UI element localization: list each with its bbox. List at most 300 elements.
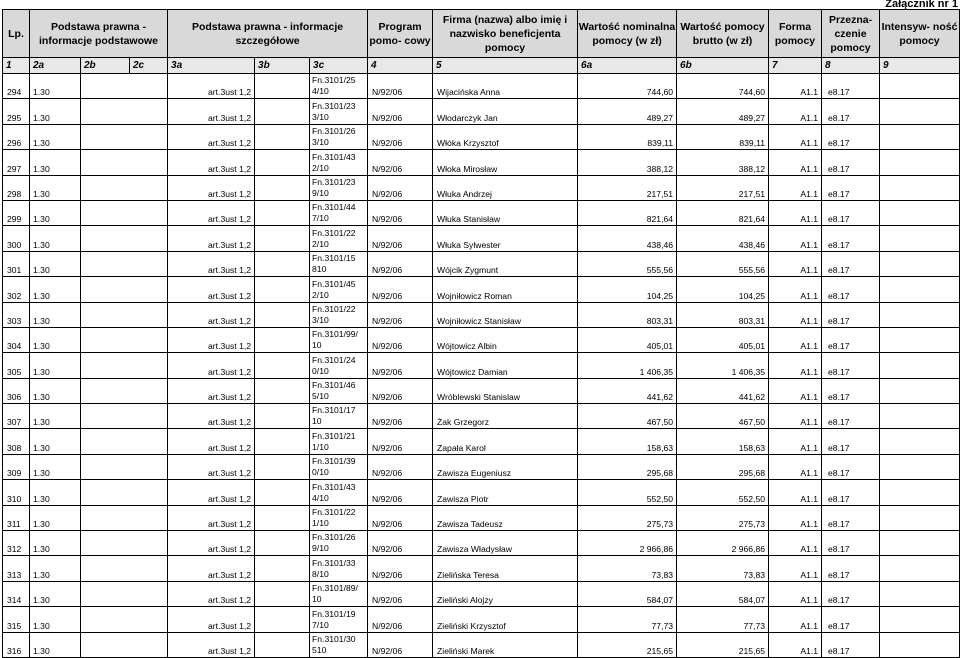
row-beneficiary: Wojniłowicz Roman xyxy=(433,277,578,302)
row-basic-c xyxy=(130,74,168,99)
row-detailed-a: art.3ust 1,2 xyxy=(168,480,255,505)
header-row xyxy=(3,10,960,58)
row-detailed-b xyxy=(255,327,310,352)
column-number: 6a xyxy=(578,58,677,74)
row-program: N/92/06 xyxy=(368,175,433,200)
row-gross-value: 73,83 xyxy=(677,556,769,581)
row-intensity xyxy=(880,175,960,200)
column-number: 1 xyxy=(3,58,30,74)
row-basic-a: 1.30 xyxy=(30,480,81,505)
row-basic-a: 1.30 xyxy=(30,226,81,251)
row-detailed-c: Fn.3101/45 2/10 xyxy=(310,277,368,302)
header-nominal-value: Wartość nominalna pomocy (w zł) xyxy=(578,10,677,58)
row-program: N/92/06 xyxy=(368,277,433,302)
header-intensity: Intensyw- ność pomocy xyxy=(880,10,960,58)
row-gross-value: 744,60 xyxy=(677,74,769,99)
row-intensity xyxy=(880,124,960,149)
row-detailed-a: art.3ust 1,2 xyxy=(168,353,255,378)
row-gross-value: 104,25 xyxy=(677,277,769,302)
row-form: A1.1 xyxy=(769,404,822,429)
row-basic-b xyxy=(81,480,130,505)
row-detailed-c: Fn.3101/43 4/10 xyxy=(310,480,368,505)
row-detailed-b xyxy=(255,99,310,124)
row-program: N/92/06 xyxy=(368,581,433,606)
row-nominal-value: 215,65 xyxy=(578,632,677,657)
row-detailed-b xyxy=(255,175,310,200)
row-detailed-c: Fn.3101/44 7/10 xyxy=(310,200,368,225)
table-row xyxy=(3,429,960,454)
row-basic-a: 1.30 xyxy=(30,556,81,581)
table-row xyxy=(3,480,960,505)
row-nominal-value: 441,62 xyxy=(578,378,677,403)
table-row xyxy=(3,454,960,479)
row-basic-b xyxy=(81,124,130,149)
row-intensity xyxy=(880,404,960,429)
row-form: A1.1 xyxy=(769,480,822,505)
row-detailed-a: art.3ust 1,2 xyxy=(168,277,255,302)
row-form: A1.1 xyxy=(769,251,822,276)
row-detailed-a: art.3ust 1,2 xyxy=(168,378,255,403)
row-lp: 309 xyxy=(3,454,30,479)
row-purpose: e8.17 xyxy=(822,99,880,124)
row-intensity xyxy=(880,150,960,175)
row-basic-c xyxy=(130,99,168,124)
header-detailed-legal: Podstawa prawna - informacje szczegółowe xyxy=(168,10,368,58)
row-form: A1.1 xyxy=(769,327,822,352)
row-nominal-value: 821,64 xyxy=(578,200,677,225)
table-row xyxy=(3,607,960,632)
row-gross-value: 275,73 xyxy=(677,505,769,530)
row-program: N/92/06 xyxy=(368,150,433,175)
row-basic-c xyxy=(130,302,168,327)
column-number: 9 xyxy=(880,58,960,74)
header-purpose: Przezna- czenie pomocy xyxy=(822,10,880,58)
row-purpose: e8.17 xyxy=(822,581,880,606)
row-detailed-c: Fn.3101/22 3/10 xyxy=(310,302,368,327)
row-purpose: e8.17 xyxy=(822,353,880,378)
row-nominal-value: 2 966,86 xyxy=(578,531,677,556)
row-detailed-b xyxy=(255,251,310,276)
row-purpose: e8.17 xyxy=(822,556,880,581)
row-nominal-value: 489,27 xyxy=(578,99,677,124)
row-purpose: e8.17 xyxy=(822,150,880,175)
row-form: A1.1 xyxy=(769,505,822,530)
row-detailed-c: Fn.3101/22 2/10 xyxy=(310,226,368,251)
row-basic-a: 1.30 xyxy=(30,581,81,606)
row-purpose: e8.17 xyxy=(822,505,880,530)
row-form: A1.1 xyxy=(769,353,822,378)
row-beneficiary: Zapała Karol xyxy=(433,429,578,454)
row-detailed-a: art.3ust 1,2 xyxy=(168,302,255,327)
row-purpose: e8.17 xyxy=(822,378,880,403)
row-program: N/92/06 xyxy=(368,327,433,352)
row-detailed-c: Fn.3101/99/ 10 xyxy=(310,327,368,352)
row-gross-value: 489,27 xyxy=(677,99,769,124)
row-form: A1.1 xyxy=(769,277,822,302)
row-beneficiary: Włuka Sylwester xyxy=(433,226,578,251)
row-nominal-value: 217,51 xyxy=(578,175,677,200)
column-number: 2c xyxy=(130,58,168,74)
row-gross-value: 158,63 xyxy=(677,429,769,454)
row-gross-value: 839,11 xyxy=(677,124,769,149)
row-program: N/92/06 xyxy=(368,429,433,454)
row-gross-value: 803,31 xyxy=(677,302,769,327)
row-basic-a: 1.30 xyxy=(30,505,81,530)
row-beneficiary: Zawisza Tadeusz xyxy=(433,505,578,530)
row-program: N/92/06 xyxy=(368,480,433,505)
row-purpose: e8.17 xyxy=(822,327,880,352)
row-program: N/92/06 xyxy=(368,302,433,327)
row-detailed-a: art.3ust 1,2 xyxy=(168,531,255,556)
row-beneficiary: Zawisza Władysław xyxy=(433,531,578,556)
header-beneficiary: Firma (nazwa) albo imię i nazwisko beneficjenta pomocy xyxy=(433,10,578,58)
row-form: A1.1 xyxy=(769,378,822,403)
row-gross-value: 821,64 xyxy=(677,200,769,225)
row-gross-value: 555,56 xyxy=(677,251,769,276)
row-program: N/92/06 xyxy=(368,124,433,149)
row-detailed-c: Fn.3101/23 9/10 xyxy=(310,175,368,200)
row-nominal-value: 104,25 xyxy=(578,277,677,302)
row-lp: 306 xyxy=(3,378,30,403)
row-basic-a: 1.30 xyxy=(30,353,81,378)
row-detailed-a: art.3ust 1,2 xyxy=(168,74,255,99)
row-basic-b xyxy=(81,556,130,581)
row-beneficiary: Wójcik Zygmunt xyxy=(433,251,578,276)
row-beneficiary: Zieliński Alojzy xyxy=(433,581,578,606)
annex-label: Załącznik nr 1 xyxy=(885,0,958,10)
table-row xyxy=(3,581,960,606)
row-beneficiary: Żak Grzegorz xyxy=(433,404,578,429)
row-form: A1.1 xyxy=(769,454,822,479)
row-purpose: e8.17 xyxy=(822,251,880,276)
row-nominal-value: 388,12 xyxy=(578,150,677,175)
row-basic-b xyxy=(81,175,130,200)
row-gross-value: 438,46 xyxy=(677,226,769,251)
table-row xyxy=(3,531,960,556)
row-program: N/92/06 xyxy=(368,226,433,251)
row-detailed-b xyxy=(255,150,310,175)
row-gross-value: 217,51 xyxy=(677,175,769,200)
row-basic-a: 1.30 xyxy=(30,277,81,302)
row-basic-a: 1.30 xyxy=(30,429,81,454)
row-basic-c xyxy=(130,353,168,378)
table-row xyxy=(3,404,960,429)
row-program: N/92/06 xyxy=(368,454,433,479)
row-basic-a: 1.30 xyxy=(30,150,81,175)
row-basic-a: 1.30 xyxy=(30,251,81,276)
row-program: N/92/06 xyxy=(368,531,433,556)
row-program: N/92/06 xyxy=(368,404,433,429)
row-nominal-value: 803,31 xyxy=(578,302,677,327)
row-detailed-c: Fn.3101/89/ 10 xyxy=(310,581,368,606)
row-detailed-a: art.3ust 1,2 xyxy=(168,632,255,657)
row-form: A1.1 xyxy=(769,556,822,581)
row-purpose: e8.17 xyxy=(822,429,880,454)
row-lp: 302 xyxy=(3,277,30,302)
row-program: N/92/06 xyxy=(368,556,433,581)
row-basic-b xyxy=(81,632,130,657)
column-number: 8 xyxy=(822,58,880,74)
row-gross-value: 405,01 xyxy=(677,327,769,352)
row-detailed-c: Fn.3101/24 0/10 xyxy=(310,353,368,378)
row-nominal-value: 552,50 xyxy=(578,480,677,505)
row-beneficiary: Włuka Stanisław xyxy=(433,200,578,225)
table-row xyxy=(3,74,960,99)
row-detailed-c: Fn.3101/30 510 xyxy=(310,632,368,657)
row-form: A1.1 xyxy=(769,607,822,632)
row-detailed-c: Fn.3101/39 0/10 xyxy=(310,454,368,479)
row-intensity xyxy=(880,200,960,225)
row-purpose: e8.17 xyxy=(822,531,880,556)
row-intensity xyxy=(880,277,960,302)
column-number: 3a xyxy=(168,58,255,74)
row-basic-a: 1.30 xyxy=(30,200,81,225)
row-basic-b xyxy=(81,74,130,99)
row-basic-b xyxy=(81,327,130,352)
row-purpose: e8.17 xyxy=(822,74,880,99)
row-detailed-c: Fn.3101/33 8/10 xyxy=(310,556,368,581)
row-basic-b xyxy=(81,454,130,479)
row-basic-c xyxy=(130,404,168,429)
header-gross-value: Wartość pomocy brutto (w zł) xyxy=(677,10,769,58)
row-detailed-b xyxy=(255,454,310,479)
row-nominal-value: 467,50 xyxy=(578,404,677,429)
row-basic-b xyxy=(81,353,130,378)
row-beneficiary: Zawisza Piotr xyxy=(433,480,578,505)
row-detailed-a: art.3ust 1,2 xyxy=(168,556,255,581)
row-form: A1.1 xyxy=(769,200,822,225)
row-lp: 307 xyxy=(3,404,30,429)
row-basic-c xyxy=(130,226,168,251)
row-detailed-c: Fn.3101/22 1/10 xyxy=(310,505,368,530)
row-detailed-b xyxy=(255,429,310,454)
table-row xyxy=(3,226,960,251)
table-row xyxy=(3,99,960,124)
row-detailed-b xyxy=(255,226,310,251)
row-basic-b xyxy=(81,277,130,302)
row-detailed-b xyxy=(255,74,310,99)
row-program: N/92/06 xyxy=(368,251,433,276)
header-lp: Lp. xyxy=(3,10,30,58)
row-intensity xyxy=(880,378,960,403)
row-basic-a: 1.30 xyxy=(30,302,81,327)
row-program: N/92/06 xyxy=(368,200,433,225)
row-purpose: e8.17 xyxy=(822,480,880,505)
row-basic-b xyxy=(81,581,130,606)
row-gross-value: 2 966,86 xyxy=(677,531,769,556)
row-intensity xyxy=(880,454,960,479)
row-basic-c xyxy=(130,480,168,505)
row-purpose: e8.17 xyxy=(822,200,880,225)
row-purpose: e8.17 xyxy=(822,302,880,327)
row-form: A1.1 xyxy=(769,99,822,124)
row-gross-value: 552,50 xyxy=(677,480,769,505)
row-basic-b xyxy=(81,429,130,454)
row-program: N/92/06 xyxy=(368,99,433,124)
row-lp: 301 xyxy=(3,251,30,276)
table-row xyxy=(3,302,960,327)
row-detailed-b xyxy=(255,353,310,378)
row-detailed-c: Fn.3101/23 3/10 xyxy=(310,99,368,124)
row-nominal-value: 839,11 xyxy=(578,124,677,149)
row-detailed-c: Fn.3101/26 3/10 xyxy=(310,124,368,149)
row-form: A1.1 xyxy=(769,175,822,200)
row-purpose: e8.17 xyxy=(822,175,880,200)
row-detailed-a: art.3ust 1,2 xyxy=(168,327,255,352)
row-detailed-a: art.3ust 1,2 xyxy=(168,200,255,225)
row-detailed-b xyxy=(255,124,310,149)
row-basic-b xyxy=(81,251,130,276)
row-detailed-a: art.3ust 1,2 xyxy=(168,99,255,124)
row-basic-c xyxy=(130,531,168,556)
row-basic-a: 1.30 xyxy=(30,454,81,479)
row-detailed-b xyxy=(255,607,310,632)
row-intensity xyxy=(880,302,960,327)
row-beneficiary: Włodarczyk Jan xyxy=(433,99,578,124)
table-row xyxy=(3,175,960,200)
row-nominal-value: 438,46 xyxy=(578,226,677,251)
row-lp: 300 xyxy=(3,226,30,251)
row-lp: 294 xyxy=(3,74,30,99)
row-basic-b xyxy=(81,226,130,251)
row-basic-b xyxy=(81,378,130,403)
row-purpose: e8.17 xyxy=(822,277,880,302)
row-basic-a: 1.30 xyxy=(30,175,81,200)
column-number-row xyxy=(3,58,960,74)
row-form: A1.1 xyxy=(769,632,822,657)
row-basic-b xyxy=(81,505,130,530)
table-row xyxy=(3,124,960,149)
row-intensity xyxy=(880,607,960,632)
row-detailed-b xyxy=(255,581,310,606)
row-basic-c xyxy=(130,581,168,606)
row-purpose: e8.17 xyxy=(822,404,880,429)
row-detailed-b xyxy=(255,505,310,530)
row-basic-b xyxy=(81,607,130,632)
row-detailed-a: art.3ust 1,2 xyxy=(168,607,255,632)
row-gross-value: 467,50 xyxy=(677,404,769,429)
column-number: 3b xyxy=(255,58,310,74)
row-detailed-c: Fn.3101/46 5/10 xyxy=(310,378,368,403)
row-intensity xyxy=(880,581,960,606)
row-nominal-value: 275,73 xyxy=(578,505,677,530)
row-detailed-c: Fn.3101/15 810 xyxy=(310,251,368,276)
row-detailed-a: art.3ust 1,2 xyxy=(168,251,255,276)
row-lp: 311 xyxy=(3,505,30,530)
row-beneficiary: Zawisza Eugeniusz xyxy=(433,454,578,479)
row-basic-c xyxy=(130,251,168,276)
row-beneficiary: Wijacińska Anna xyxy=(433,74,578,99)
table-row xyxy=(3,150,960,175)
row-basic-b xyxy=(81,150,130,175)
header-basic-legal: Podstawa prawna - informacje podstawowe xyxy=(30,10,168,58)
table-row xyxy=(3,556,960,581)
table-row xyxy=(3,632,960,657)
row-basic-b xyxy=(81,200,130,225)
row-basic-a: 1.30 xyxy=(30,74,81,99)
row-nominal-value: 405,01 xyxy=(578,327,677,352)
table-row xyxy=(3,327,960,352)
row-lp: 316 xyxy=(3,632,30,657)
row-form: A1.1 xyxy=(769,226,822,251)
column-number: 5 xyxy=(433,58,578,74)
row-lp: 313 xyxy=(3,556,30,581)
row-form: A1.1 xyxy=(769,581,822,606)
table-row xyxy=(3,505,960,530)
row-intensity xyxy=(880,353,960,378)
row-detailed-b xyxy=(255,378,310,403)
row-basic-a: 1.30 xyxy=(30,99,81,124)
row-basic-c xyxy=(130,505,168,530)
row-detailed-b xyxy=(255,531,310,556)
row-detailed-a: art.3ust 1,2 xyxy=(168,150,255,175)
row-basic-a: 1.30 xyxy=(30,632,81,657)
row-lp: 304 xyxy=(3,327,30,352)
row-lp: 305 xyxy=(3,353,30,378)
table-body xyxy=(3,74,960,658)
column-number: 4 xyxy=(368,58,433,74)
row-program: N/92/06 xyxy=(368,378,433,403)
row-lp: 312 xyxy=(3,531,30,556)
row-basic-a: 1.30 xyxy=(30,378,81,403)
row-purpose: e8.17 xyxy=(822,607,880,632)
row-detailed-a: art.3ust 1,2 xyxy=(168,226,255,251)
row-beneficiary: Wróblewski Stanislaw xyxy=(433,378,578,403)
row-basic-a: 1.30 xyxy=(30,124,81,149)
row-basic-b xyxy=(81,531,130,556)
row-intensity xyxy=(880,99,960,124)
row-beneficiary: Wójtowicz Albin xyxy=(433,327,578,352)
row-detailed-c: Fn.3101/21 1/10 xyxy=(310,429,368,454)
row-program: N/92/06 xyxy=(368,607,433,632)
row-form: A1.1 xyxy=(769,302,822,327)
row-nominal-value: 555,56 xyxy=(578,251,677,276)
row-detailed-b xyxy=(255,556,310,581)
row-intensity xyxy=(880,480,960,505)
row-beneficiary: Włuka Andrzej xyxy=(433,175,578,200)
row-form: A1.1 xyxy=(769,74,822,99)
row-purpose: e8.17 xyxy=(822,632,880,657)
row-basic-c xyxy=(130,454,168,479)
row-basic-c xyxy=(130,607,168,632)
row-detailed-a: art.3ust 1,2 xyxy=(168,505,255,530)
row-purpose: e8.17 xyxy=(822,226,880,251)
row-lp: 296 xyxy=(3,124,30,149)
row-intensity xyxy=(880,505,960,530)
row-basic-c xyxy=(130,150,168,175)
row-beneficiary: Zieliński Marek xyxy=(433,632,578,657)
row-intensity xyxy=(880,429,960,454)
row-nominal-value: 77,73 xyxy=(578,607,677,632)
row-gross-value: 77,73 xyxy=(677,607,769,632)
row-beneficiary: Zielińska Teresa xyxy=(433,556,578,581)
row-intensity xyxy=(880,327,960,352)
row-detailed-a: art.3ust 1,2 xyxy=(168,404,255,429)
row-program: N/92/06 xyxy=(368,632,433,657)
row-form: A1.1 xyxy=(769,124,822,149)
row-lp: 315 xyxy=(3,607,30,632)
row-detailed-b xyxy=(255,480,310,505)
row-beneficiary: Włoka Mirosław xyxy=(433,150,578,175)
row-basic-b xyxy=(81,99,130,124)
row-basic-c xyxy=(130,632,168,657)
row-lp: 308 xyxy=(3,429,30,454)
row-intensity xyxy=(880,251,960,276)
row-lp: 299 xyxy=(3,200,30,225)
row-form: A1.1 xyxy=(769,150,822,175)
row-lp: 314 xyxy=(3,581,30,606)
table-row xyxy=(3,200,960,225)
